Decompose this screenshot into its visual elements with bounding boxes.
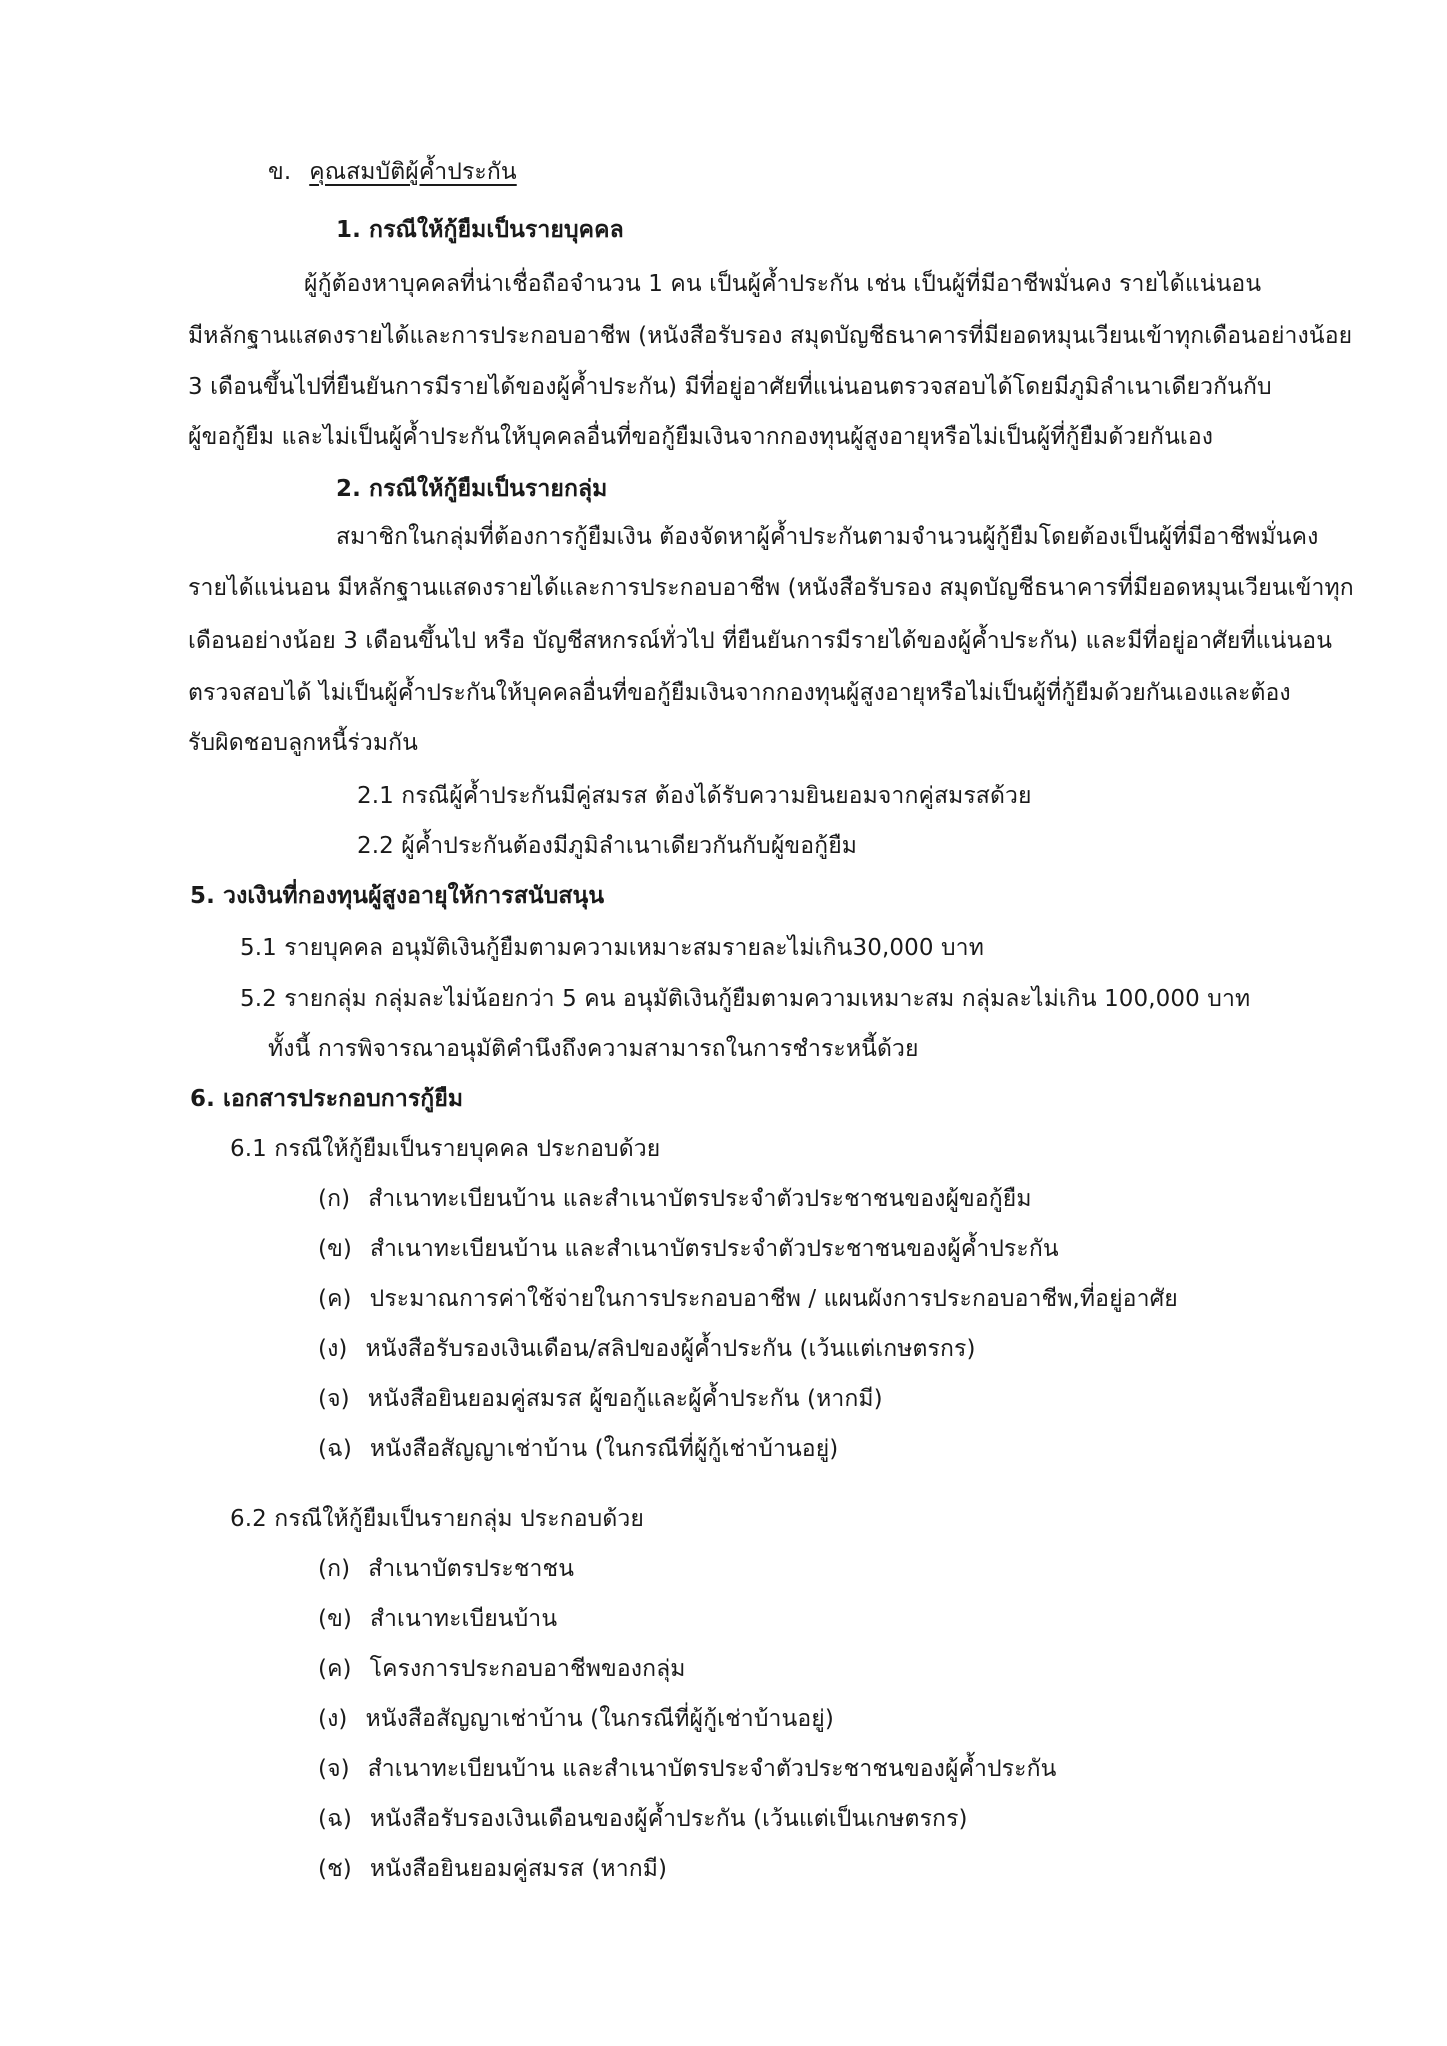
doc-item-label: (ข)	[318, 1236, 352, 1262]
case2-sub-item: 2.1 กรณีผู้ค้ำประกันมีคู่สมรส ต้องได้รับความยินยอมจากคู่สมรสด้วย	[357, 783, 1032, 809]
doc-list-item	[318, 1183, 1032, 1215]
doc-item-text: หนังสือสัญญาเช่าบ้าน (ในกรณีที่ผู้กู้เช่าบ้านอยู่)	[365, 1706, 834, 1732]
case1-paragraph-line: 3 เดือนขึ้นไปที่ยืนยันการมีรายได้ของผู้ค้ำประกัน) มีที่อยู่อาศัยที่แน่นอนตรวจสอบได้โดยมีภูมิลำเนาเดียวกันกับ	[188, 374, 1272, 400]
case1-heading: 1. กรณีให้กู้ยืมเป็นรายบุคคล	[336, 217, 624, 243]
doc-item-label: (จ)	[318, 1386, 350, 1412]
doc-item-text: หนังสือสัญญาเช่าบ้าน (ในกรณีที่ผู้กู้เช่าบ้านอยู่)	[369, 1436, 839, 1462]
doc-list-item	[318, 1383, 883, 1415]
doc-list-item	[318, 1653, 686, 1685]
section-kho-title: คุณสมบัติผู้ค้ำประกัน	[309, 159, 517, 185]
section5-item: 5.1 รายบุคคล อนุมัติเงินกู้ยืมตามความเหมาะสมรายละไม่เกิน30,000 บาท	[240, 935, 984, 961]
doc-item-label: (ง)	[318, 1706, 348, 1732]
doc-item-text: หนังสือยินยอมคู่สมรส ผู้ขอกู้และผู้ค้ำประกัน (หากมี)	[367, 1386, 883, 1412]
doc-item-label: (ค)	[318, 1286, 352, 1312]
doc-item-text: หนังสือรับรองเงินเดือนของผู้ค้ำประกัน (เว้นแต่เป็นเกษตรกร)	[369, 1806, 968, 1832]
doc-list-item	[318, 1853, 667, 1885]
case2-paragraph-line: ตรวจสอบได้ ไม่เป็นผู้ค้ำประกันให้บุคคลอื่นที่ขอกู้ยืมเงินจากกองทุนผู้สูงอายุหรือไม่เป็นผู้ที่กู้ยืมด้วยกันเองและต้อง	[188, 680, 1291, 706]
section6-2-heading: 6.2 กรณีให้กู้ยืมเป็นรายกลุ่ม ประกอบด้วย	[230, 1506, 644, 1532]
section5-heading: 5. วงเงินที่กองทุนผู้สูงอายุให้การสนับสนุน	[190, 883, 605, 909]
doc-item-label: (ก)	[318, 1186, 351, 1212]
case2-paragraph-line: รายได้แน่นอน มีหลักฐานแสดงรายได้และการประกอบอาชีพ (หนังสือรับรอง สมุดบัญชีธนาคารที่มียอดหมุนเวียนเข้าทุก	[188, 575, 1354, 601]
doc-item-label: (ฉ)	[318, 1806, 352, 1832]
doc-list-item	[318, 1283, 1178, 1315]
section-kho-heading	[268, 156, 517, 188]
section5-note: ทั้งนี้ การพิจารณาอนุมัติคำนึงถึงความสามารถในการชำระหนี้ด้วย	[268, 1036, 919, 1062]
doc-list-item	[318, 1433, 838, 1465]
case2-paragraph-line: เดือนอย่างน้อย 3 เดือนขึ้นไป หรือ บัญชีสหกรณ์ทั่วไป ที่ยืนยันการมีรายได้ของผู้ค้ำประกัน) และมีที่อยู่อาศัยที่แน่นอน	[188, 628, 1333, 654]
doc-item-text: สำเนาทะเบียนบ้าน และสำเนาบัตรประจำตัวประชาชนของผู้ค้ำประกัน	[369, 1236, 1059, 1262]
case2-paragraph-line: รับผิดชอบลูกหนี้ร่วมกัน	[188, 730, 418, 756]
doc-item-text: ประมาณการค่าใช้จ่ายในการประกอบอาชีพ / แผนผังการประกอบอาชีพ,ที่อยู่อาศัย	[369, 1286, 1178, 1312]
doc-item-label: (จ)	[318, 1756, 350, 1782]
doc-list-item	[318, 1753, 1056, 1785]
doc-item-text: สำเนาทะเบียนบ้าน และสำเนาบัตรประจำตัวประชาชนของผู้ขอกู้ยืม	[368, 1186, 1032, 1212]
doc-list-item	[318, 1803, 968, 1835]
doc-item-text: หนังสือยินยอมคู่สมรส (หากมี)	[369, 1856, 668, 1882]
doc-item-text: สำเนาบัตรประชาชน	[368, 1556, 575, 1582]
case2-sub-item: 2.2 ผู้ค้ำประกันต้องมีภูมิลำเนาเดียวกันกับผู้ขอกู้ยืม	[357, 833, 858, 859]
doc-item-label: (ฉ)	[318, 1436, 352, 1462]
doc-item-label: (ข)	[318, 1606, 352, 1632]
doc-item-text: หนังสือรับรองเงินเดือน/สลิปของผู้ค้ำประกัน (เว้นแต่เกษตรกร)	[365, 1336, 976, 1362]
case1-paragraph-line: ผู้กู้ต้องหาบุคคลที่น่าเชื่อถือจำนวน 1 คน เป็นผู้ค้ำประกัน เช่น เป็นผู้ที่มีอาชีพมั่นคง รายได้แน่นอน	[304, 271, 1262, 297]
doc-list-item	[318, 1333, 976, 1365]
section-kho-marker: ข.	[268, 159, 292, 185]
doc-list-item	[318, 1603, 557, 1635]
doc-list-item	[318, 1553, 574, 1585]
section6-1-heading: 6.1 กรณีให้กู้ยืมเป็นรายบุคคล ประกอบด้วย	[230, 1136, 661, 1162]
case1-paragraph-line: มีหลักฐานแสดงรายได้และการประกอบอาชีพ (หนังสือรับรอง สมุดบัญชีธนาคารที่มียอดหมุนเวียนเข้าทุกเดือนอย่างน้อย	[188, 323, 1353, 349]
section5-item: 5.2 รายกลุ่ม กลุ่มละไม่น้อยกว่า 5 คน อนุมัติเงินกู้ยืมตามความเหมาะสม กลุ่มละไม่เกิน 100,000 บาท	[240, 986, 1251, 1012]
doc-item-label: (ก)	[318, 1556, 351, 1582]
case2-paragraph-line: สมาชิกในกลุ่มที่ต้องการกู้ยืมเงิน ต้องจัดหาผู้ค้ำประกันตามจำนวนผู้กู้ยืมโดยต้องเป็นผู้ที่มีอาชีพมั่นคง	[336, 524, 1319, 550]
doc-list-item	[318, 1233, 1059, 1265]
doc-item-text: โครงการประกอบอาชีพของกลุ่ม	[369, 1656, 686, 1682]
doc-item-label: (ค)	[318, 1656, 352, 1682]
doc-item-text: สำเนาทะเบียนบ้าน	[369, 1606, 558, 1632]
case1-paragraph-line: ผู้ขอกู้ยืม และไม่เป็นผู้ค้ำประกันให้บุคคลอื่นที่ขอกู้ยืมเงินจากกองทุนผู้สูงอายุหรือไม่เป็นผู้ที่กู้ยืมด้วยกันเอง	[188, 424, 1214, 450]
doc-list-item	[318, 1703, 834, 1735]
doc-item-text: สำเนาทะเบียนบ้าน และสำเนาบัตรประจำตัวประชาชนของผู้ค้ำประกัน	[367, 1756, 1057, 1782]
section6-heading: 6. เอกสารประกอบการกู้ยืม	[190, 1086, 464, 1112]
doc-item-label: (ง)	[318, 1336, 348, 1362]
case2-heading: 2. กรณีให้กู้ยืมเป็นรายกลุ่ม	[336, 476, 608, 502]
doc-item-label: (ช)	[318, 1856, 352, 1882]
